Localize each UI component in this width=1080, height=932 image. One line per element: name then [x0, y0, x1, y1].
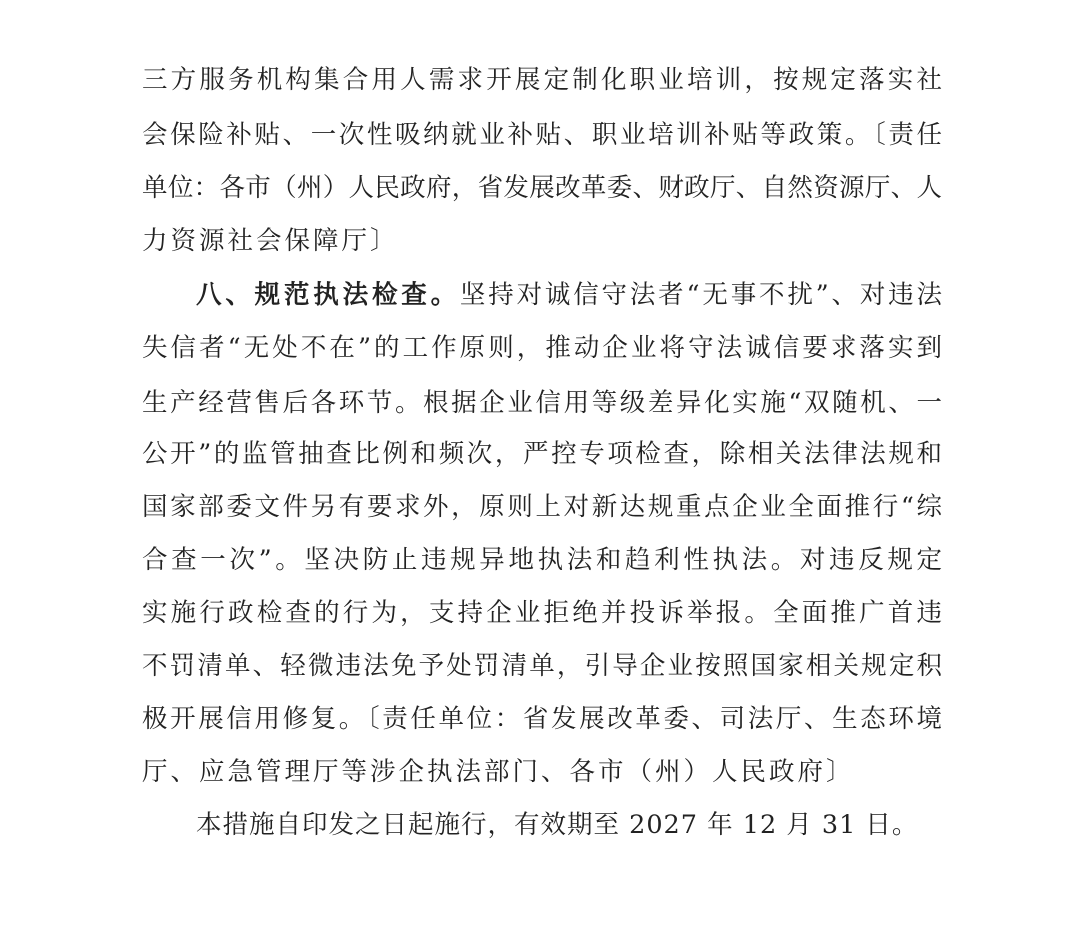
paragraph-2-line-2: 失信者“无处不在”的工作原则，推动企业将守法诚信要求落实到 — [142, 333, 942, 363]
paragraph-2-line-10: 厅、应急管理厅等涉企执法部门、各市（州）人民政府〕 — [142, 757, 855, 787]
paragraph-1-line-1: 三方服务机构集合用人需求开展定制化职业培训，按规定落实社 — [142, 65, 942, 95]
paragraph-2-line-1 — [196, 275, 942, 315]
paragraph-1-line-4: 力资源社会保障厅〕 — [142, 226, 399, 256]
paragraph-1-line-3: 单位：各市（州）人民政府，省发展改革委、财政厅、自然资源厅、人 — [142, 173, 942, 203]
paragraph-1-line-2: 会保险补贴、一次性吸纳就业补贴、职业培训补贴等政策。〔责任 — [142, 120, 942, 150]
paragraph-2-line-8: 不罚清单、轻微违法免予处罚清单，引导企业按照国家相关规定积 — [142, 651, 942, 681]
closing-statement: 本措施自印发之日起施行，有效期至 2027 年 12 月 31 日。 — [196, 810, 919, 840]
paragraph-2-line-6: 合查一次”。坚决防止违规异地执法和趋利性执法。对违反规定 — [142, 545, 942, 575]
paragraph-2-line-5: 国家部委文件另有要求外，原则上对新达规重点企业全面推行“综 — [142, 492, 942, 522]
paragraph-2-line-7: 实施行政检查的行为，支持企业拒绝并投诉举报。全面推广首违 — [142, 598, 942, 628]
section-heading: 八、规范执法检查。 — [196, 280, 460, 310]
paragraph-2-line-1-text: 坚持对诚信守法者“无事不扰”、对违法 — [459, 280, 942, 310]
paragraph-2-line-3: 生产经营售后各环节。根据企业信用等级差异化实施“双随机、一 — [142, 388, 942, 418]
paragraph-2-line-4: 公开”的监管抽查比例和频次，严控专项检查，除相关法律法规和 — [142, 439, 942, 469]
paragraph-2-line-9: 极开展信用修复。〔责任单位：省发展改革委、司法厅、生态环境 — [142, 704, 942, 734]
